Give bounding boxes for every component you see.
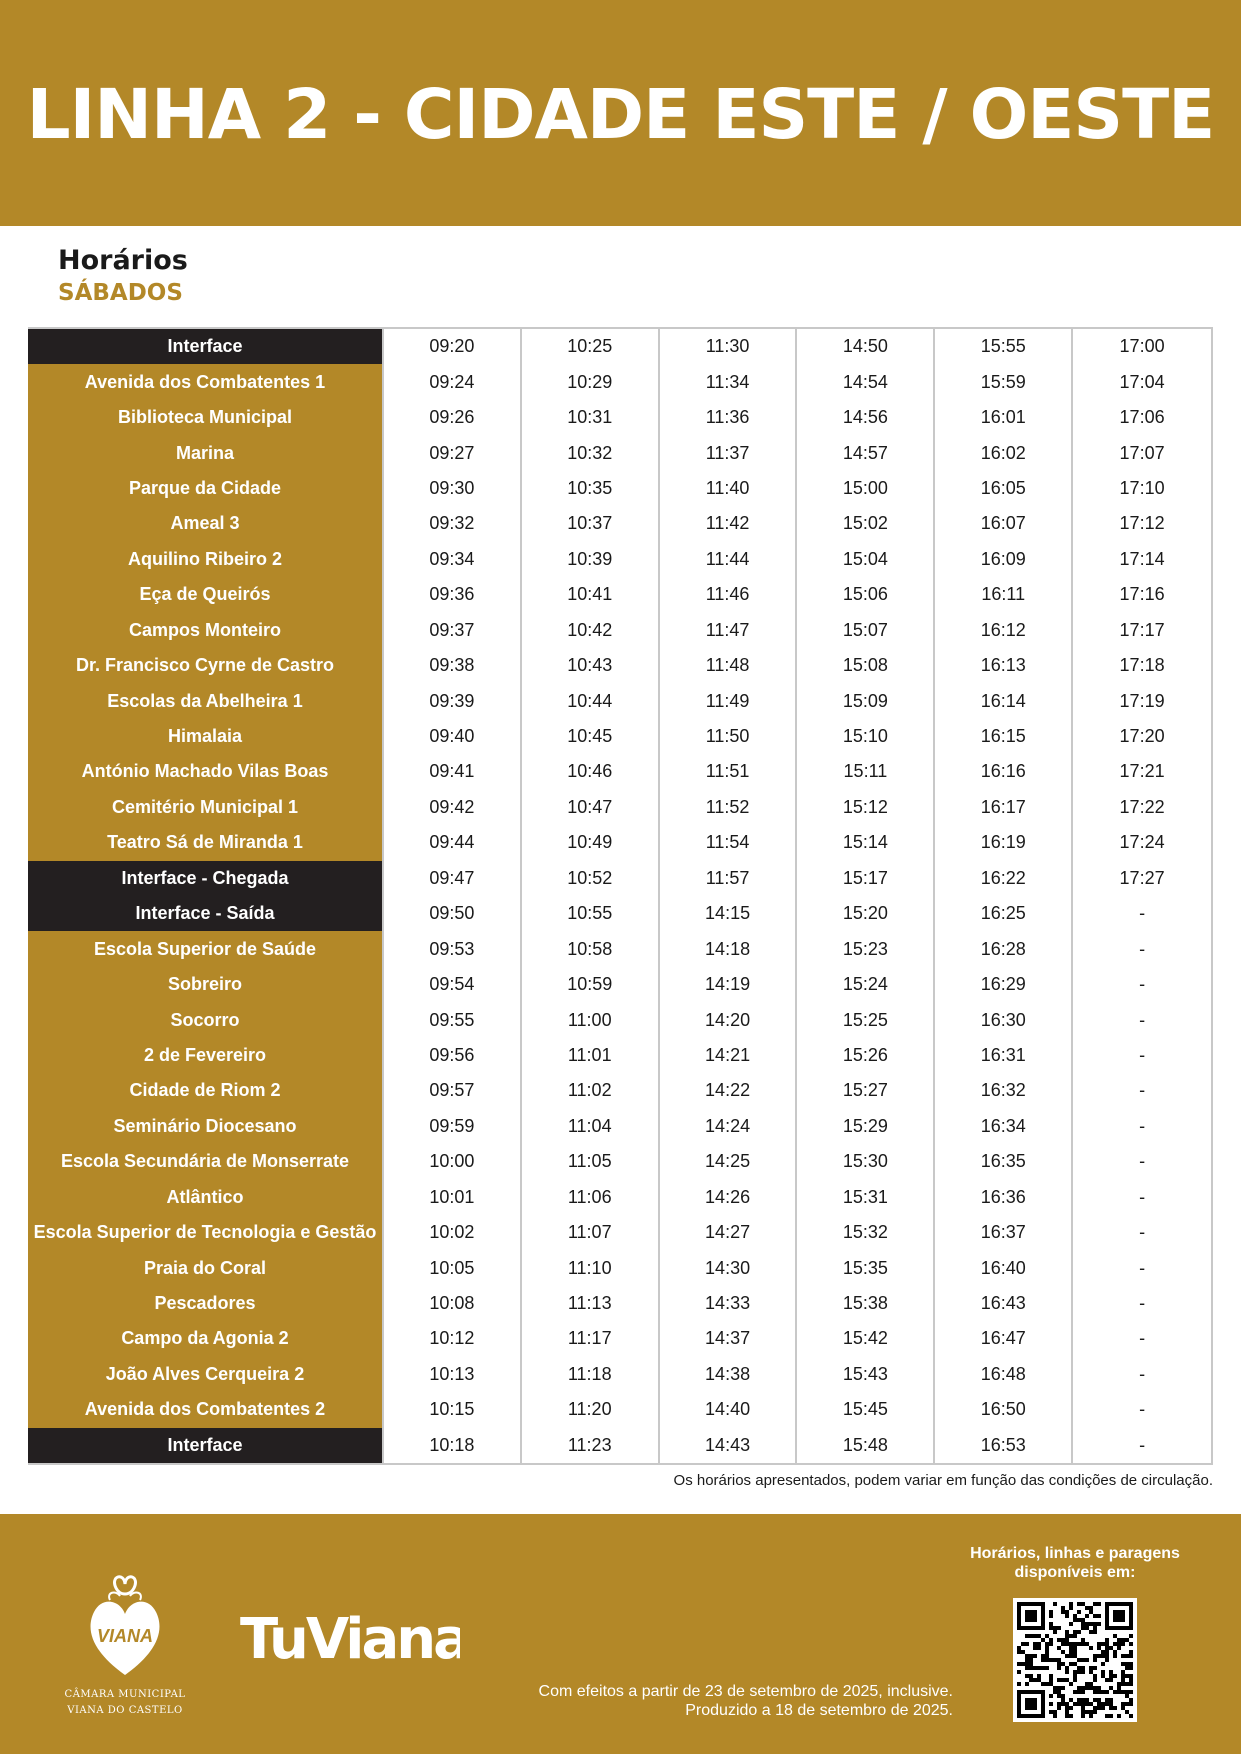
municipality-name-2: VIANA DO CASTELO [67,1705,183,1716]
departure-time: 09:55 [384,1002,522,1037]
departure-time: 10:31 [522,400,660,435]
departure-time: 09:39 [384,683,522,718]
departure-time: - [1139,1044,1146,1065]
departure-time: 15:10 [797,719,935,754]
departure-time: 15:45 [797,1392,935,1427]
stop-name: Escolas da Abelheira 1 [28,683,384,718]
departure-time: 15:32 [797,1215,935,1250]
departure-time: 16:12 [935,613,1073,648]
departure-time: 09:37 [384,613,522,648]
departure-time: 16:53 [935,1428,1073,1463]
departure-time: 15:43 [797,1357,935,1392]
departure-time: 09:34 [384,542,522,577]
stop-name: Interface - Chegada [28,861,384,896]
departure-time: 11:48 [660,648,798,683]
departure-time: 16:40 [935,1250,1073,1285]
validity-line-1: Com efeitos a partir de 23 de setembro de 2025, inclusive. [538,1683,953,1700]
departure-time: 15:55 [935,329,1073,364]
departure-time: 16:09 [935,542,1073,577]
stop-name: João Alves Cerqueira 2 [28,1357,384,1392]
departure-time: 09:50 [384,896,522,931]
departure-time: 15:35 [797,1250,935,1285]
departure-time: 11:44 [660,542,798,577]
departure-time: 14:40 [660,1392,798,1427]
departure-time: 11:05 [522,1144,660,1179]
departure-time: 11:54 [660,825,798,860]
stop-name: Parque da Cidade [28,471,384,506]
departure-time: 14:19 [660,967,798,1002]
departure-time: 15:26 [797,1038,935,1073]
departure-time: 11:37 [660,435,798,470]
departure-time: 15:23 [797,931,935,966]
departure-time: 09:41 [384,754,522,789]
departure-time: - [1139,974,1146,995]
departure-time: - [1139,1186,1146,1207]
departure-time: 15:27 [797,1073,935,1108]
departure-time: 09:53 [384,931,522,966]
departure-time: 16:35 [935,1144,1073,1179]
departure-time: 15:25 [797,1002,935,1037]
departure-time: 15:42 [797,1321,935,1356]
departure-time: 15:08 [797,648,935,683]
departure-time: 10:59 [522,967,660,1002]
schedule-title: Horários [58,245,188,276]
departure-time: 15:09 [797,683,935,718]
validity-info [539,1682,953,1720]
departure-time: 15:14 [797,825,935,860]
stop-name: Marina [28,435,384,470]
departure-time: 16:02 [935,435,1073,470]
departure-time: 15:17 [797,861,935,896]
departure-time: - [1139,1257,1146,1278]
departure-time: 14:56 [797,400,935,435]
stop-name: Biblioteca Municipal [28,400,384,435]
departure-time: 10:29 [522,364,660,399]
departure-time: 17:18 [1119,655,1165,676]
departure-time: - [1139,903,1146,924]
departure-time: - [1139,1222,1146,1243]
departure-time: 09:38 [384,648,522,683]
departure-time: 11:02 [522,1073,660,1108]
departure-time: 10:55 [522,896,660,931]
schedule-day: SÁBADOS [58,280,183,306]
departure-time: 17:24 [1119,832,1165,853]
departure-time: 16:30 [935,1002,1073,1037]
municipality-logo [60,1570,190,1717]
qr-title-line-2: disponíveis em: [1014,1564,1136,1581]
stop-name: Teatro Sá de Miranda 1 [28,825,384,860]
departure-time: 10:47 [522,790,660,825]
stop-name: Escola Superior de Tecnologia e Gestão [28,1215,384,1250]
stop-name: Avenida dos Combatentes 2 [28,1392,384,1427]
departure-time: 14:38 [660,1357,798,1392]
departure-time: 09:54 [384,967,522,1002]
departure-time: 10:18 [384,1428,522,1463]
departure-time: 14:43 [660,1428,798,1463]
timetable-note: Os horários apresentados, podem variar em função das condições de circulação. [673,1472,1213,1489]
departure-time: 10:00 [384,1144,522,1179]
qr-title-line-1: Horários, linhas e paragens [970,1545,1180,1562]
departure-time: 10:44 [522,683,660,718]
departure-time: 11:10 [522,1250,660,1285]
qr-title [950,1544,1200,1582]
stop-name: Eça de Queirós [28,577,384,612]
departure-time: 14:26 [660,1180,798,1215]
departure-time: 14:18 [660,931,798,966]
departure-time: 15:48 [797,1428,935,1463]
stop-name: Interface [28,329,384,364]
departure-time: 16:19 [935,825,1073,860]
departure-time: 17:19 [1119,690,1165,711]
departure-time: 17:21 [1119,761,1165,782]
departure-time: 09:44 [384,825,522,860]
departure-time: 10:13 [384,1357,522,1392]
municipality-name-1: CÂMARA MUNICIPAL [64,1689,186,1700]
departure-time: 11:30 [660,329,798,364]
qr-code-icon[interactable] [1013,1598,1137,1722]
departure-time: 17:06 [1119,407,1165,428]
departure-time: - [1139,1434,1146,1455]
departure-time: 14:24 [660,1109,798,1144]
departure-time: 14:57 [797,435,935,470]
departure-time: 10:25 [522,329,660,364]
departure-time: 10:39 [522,542,660,577]
departure-time: 17:10 [1119,477,1165,498]
departure-time: 11:46 [660,577,798,612]
departure-time: - [1139,1399,1146,1420]
page-title: LINHA 2 - CIDADE ESTE / OESTE [26,75,1215,155]
departure-time: 16:14 [935,683,1073,718]
departure-time: 10:37 [522,506,660,541]
departure-time: 14:27 [660,1215,798,1250]
departure-time: 16:34 [935,1109,1073,1144]
departure-time: 09:57 [384,1073,522,1108]
departure-time: 15:04 [797,542,935,577]
departure-time: 15:12 [797,790,935,825]
departure-time: 14:15 [660,896,798,931]
departure-time: 16:16 [935,754,1073,789]
departure-time: 15:31 [797,1180,935,1215]
departure-time: - [1139,938,1146,959]
departure-time: 09:24 [384,364,522,399]
departure-time: 10:12 [384,1321,522,1356]
stop-name: Ameal 3 [28,506,384,541]
departure-time: 11:49 [660,683,798,718]
departure-time: 17:17 [1119,619,1165,640]
stop-name: Interface - Saída [28,896,384,931]
departure-time: 15:30 [797,1144,935,1179]
stop-name: Pescadores [28,1286,384,1321]
departure-time: - [1139,1328,1146,1349]
departure-time: 09:20 [384,329,522,364]
departure-time: 16:07 [935,506,1073,541]
departure-time: 10:15 [384,1392,522,1427]
stop-name: Socorro [28,1002,384,1037]
departure-time: 14:54 [797,364,935,399]
departure-time: 10:08 [384,1286,522,1321]
departure-time: 16:22 [935,861,1073,896]
stop-name: Campos Monteiro [28,613,384,648]
schedule-heading [58,244,188,308]
departure-time: 11:06 [522,1180,660,1215]
departure-time: 11:51 [660,754,798,789]
departure-time: 11:47 [660,613,798,648]
departure-time: 09:40 [384,719,522,754]
departure-time: 10:43 [522,648,660,683]
departure-time: 16:43 [935,1286,1073,1321]
departure-time: 17:16 [1119,584,1165,605]
departure-time: 11:20 [522,1392,660,1427]
departure-time: 16:15 [935,719,1073,754]
departure-time: 14:30 [660,1250,798,1285]
timetable-grid [28,327,1213,1465]
page-footer [0,1514,1241,1754]
stop-name: Escola Secundária de Monserrate [28,1144,384,1179]
departure-time: 16:25 [935,896,1073,931]
departure-time: 10:32 [522,435,660,470]
departure-time: 16:05 [935,471,1073,506]
departure-time: 16:31 [935,1038,1073,1073]
stop-name: Sobreiro [28,967,384,1002]
stop-name: Atlântico [28,1180,384,1215]
departure-time: 11:04 [522,1109,660,1144]
departure-time: 09:27 [384,435,522,470]
departure-time: 16:32 [935,1073,1073,1108]
departure-time: 10:41 [522,577,660,612]
departure-time: 15:07 [797,613,935,648]
departure-time: 11:13 [522,1286,660,1321]
stop-name: 2 de Fevereiro [28,1038,384,1073]
stop-name: António Machado Vilas Boas [28,754,384,789]
departure-time: 11:50 [660,719,798,754]
departure-time: 15:20 [797,896,935,931]
stop-name: Dr. Francisco Cyrne de Castro [28,648,384,683]
stop-name: Cemitério Municipal 1 [28,790,384,825]
departure-time: 17:27 [1119,867,1165,888]
departure-time: 16:36 [935,1180,1073,1215]
departure-time: 09:30 [384,471,522,506]
departure-time: 17:14 [1119,548,1165,569]
departure-time: 11:52 [660,790,798,825]
stop-name: Campo da Agonia 2 [28,1321,384,1356]
departure-time: 11:57 [660,861,798,896]
departure-time: 16:17 [935,790,1073,825]
brand-logo-text: TuViana [240,1607,460,1672]
departure-time: 14:33 [660,1286,798,1321]
page-header [0,0,1241,226]
departure-time: - [1139,1009,1146,1030]
stop-name: Seminário Diocesano [28,1109,384,1144]
stop-name: Cidade de Riom 2 [28,1073,384,1108]
departure-time: 15:11 [797,754,935,789]
departure-time: 17:07 [1119,442,1165,463]
departure-time: 11:18 [522,1357,660,1392]
departure-time: - [1139,1151,1146,1172]
departure-time: 14:50 [797,329,935,364]
departure-time: 15:00 [797,471,935,506]
departure-time: 11:40 [660,471,798,506]
departure-time: 16:28 [935,931,1073,966]
stop-name: Avenida dos Combatentes 1 [28,364,384,399]
departure-time: 11:34 [660,364,798,399]
departure-time: - [1139,1115,1146,1136]
timetable [28,327,1213,1465]
departure-time: 09:56 [384,1038,522,1073]
stop-name: Praia do Coral [28,1250,384,1285]
departure-time: 09:59 [384,1109,522,1144]
departure-time: 15:24 [797,967,935,1002]
departure-time: 17:00 [1119,336,1165,357]
departure-time: 11:01 [522,1038,660,1073]
departure-time: - [1139,1293,1146,1314]
departure-time: 11:07 [522,1215,660,1250]
departure-time: 15:02 [797,506,935,541]
departure-time: 11:36 [660,400,798,435]
departure-time: 14:22 [660,1073,798,1108]
departure-time: 14:20 [660,1002,798,1037]
stop-name: Interface [28,1428,384,1463]
departure-time: 15:59 [935,364,1073,399]
departure-time: 17:22 [1119,796,1165,817]
departure-time: 11:42 [660,506,798,541]
departure-time: 16:13 [935,648,1073,683]
departure-time: 10:35 [522,471,660,506]
stop-name: Himalaia [28,719,384,754]
departure-time: 10:45 [522,719,660,754]
departure-time: 15:38 [797,1286,935,1321]
departure-time: 09:26 [384,400,522,435]
stop-name: Escola Superior de Saúde [28,931,384,966]
departure-time: 14:21 [660,1038,798,1073]
departure-time: 10:49 [522,825,660,860]
departure-time: - [1139,1363,1146,1384]
departure-time: 15:29 [797,1109,935,1144]
departure-time: 14:37 [660,1321,798,1356]
departure-time: 15:06 [797,577,935,612]
departure-time: 16:11 [935,577,1073,612]
departure-time: - [1139,1080,1146,1101]
departure-time: 09:42 [384,790,522,825]
departure-time: 11:17 [522,1321,660,1356]
departure-time: 10:52 [522,861,660,896]
departure-time: 09:36 [384,577,522,612]
departure-time: 09:32 [384,506,522,541]
departure-time: 11:00 [522,1002,660,1037]
departure-time: 17:12 [1119,513,1165,534]
departure-time: 10:01 [384,1180,522,1215]
departure-time: 16:37 [935,1215,1073,1250]
departure-time: 10:42 [522,613,660,648]
municipality-logo-text: VIANA [96,1626,154,1646]
departure-time: 16:29 [935,967,1073,1002]
departure-time: 16:50 [935,1392,1073,1427]
departure-time: 10:02 [384,1215,522,1250]
departure-time: 10:58 [522,931,660,966]
departure-time: 14:25 [660,1144,798,1179]
departure-time: 16:48 [935,1357,1073,1392]
departure-time: 17:04 [1119,371,1165,392]
departure-time: 10:46 [522,754,660,789]
departure-time: 11:23 [522,1428,660,1463]
heart-crest-icon [80,1570,170,1680]
brand-logo [240,1606,460,1681]
departure-time: 16:01 [935,400,1073,435]
departure-time: 10:05 [384,1250,522,1285]
validity-line-2: Produzido a 18 de setembro de 2025. [685,1702,953,1719]
stop-name: Aquilino Ribeiro 2 [28,542,384,577]
departure-time: 09:47 [384,861,522,896]
departure-time: 17:20 [1119,726,1165,747]
departure-time: 16:47 [935,1321,1073,1356]
